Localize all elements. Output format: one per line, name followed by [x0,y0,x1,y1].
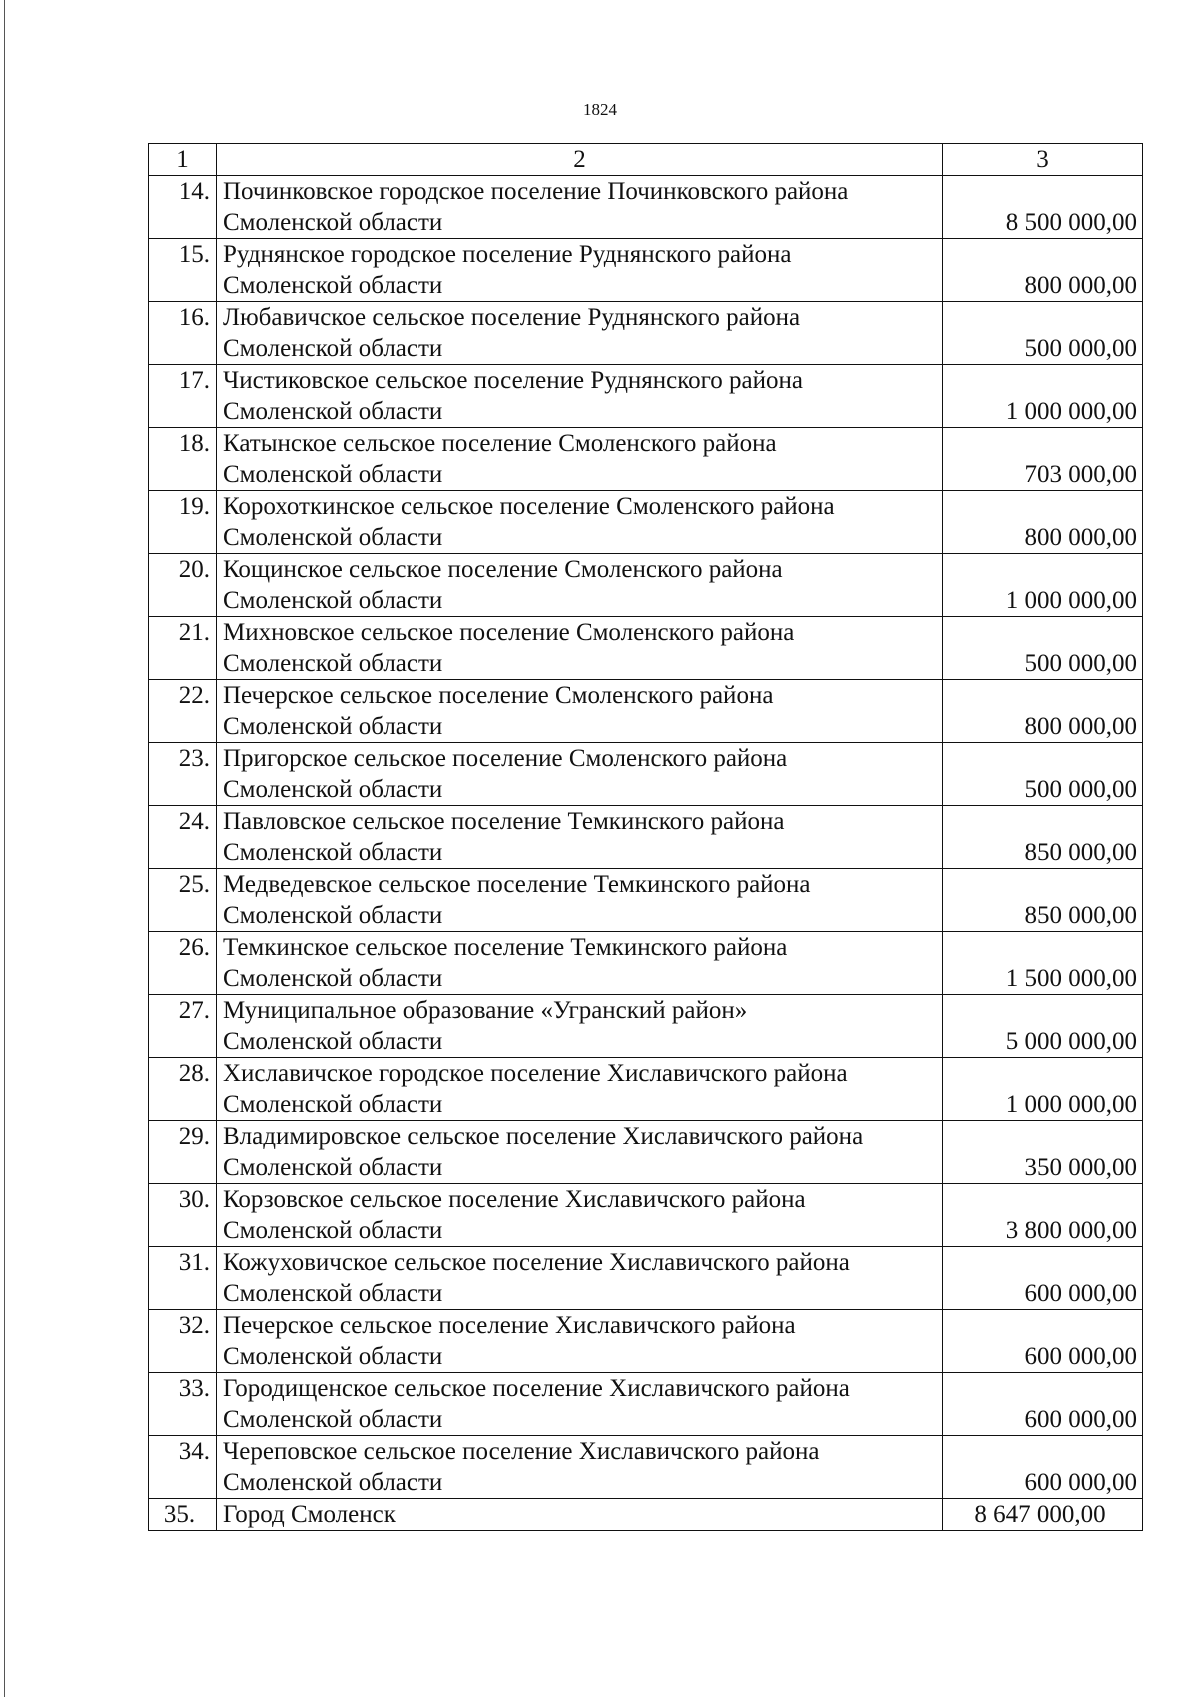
row-amount: 500 000,00 [943,302,1143,365]
row-name-line-2: Смоленской области [223,335,443,362]
table-row [149,491,1143,554]
row-name [217,995,943,1058]
row-name [217,1373,943,1436]
row-number: 24. [149,806,217,869]
row-number: 34. [149,1436,217,1499]
row-name-line-1: Кощинское сельское поселение Смоленского района [223,556,783,583]
row-name [217,743,943,806]
row-name [217,176,943,239]
table-row [149,932,1143,995]
row-name-line-2: Смоленской области [223,209,443,236]
row-amount: 1 500 000,00 [943,932,1143,995]
row-name-line-1: Печерское сельское поселение Хиславичского района [223,1312,796,1339]
row-name-line-2: Смоленской области [223,461,443,488]
row-name-line-1: Темкинское сельское поселение Темкинского района [223,934,788,961]
row-amount: 850 000,00 [943,869,1143,932]
table-row [149,1436,1143,1499]
row-number: 26. [149,932,217,995]
row-name-line-1: Любавичское сельское поселение Руднянского района [223,304,801,331]
row-amount: 600 000,00 [943,1373,1143,1436]
row-number: 18. [149,428,217,491]
row-name [217,869,943,932]
row-name-line-2: Смоленской области [223,1280,443,1307]
table-row [149,1121,1143,1184]
row-name-line-1: Корзовское сельское поселение Хиславичского района [223,1186,806,1213]
row-amount: 8 647 000,00 [943,1499,1143,1531]
table-row [149,176,1143,239]
row-name-line-2: Смоленской области [223,398,443,425]
table-row [149,1058,1143,1121]
row-name-line-2: Смоленской области [223,1091,443,1118]
row-name [217,1184,943,1247]
row-name: Город Смоленск [217,1499,943,1531]
allocation-table [148,143,1143,1531]
row-name-line-1: Катынское сельское поселение Смоленского района [223,430,777,457]
table-row [149,554,1143,617]
row-name-line-2: Смоленской области [223,272,443,299]
row-number: 33. [149,1373,217,1436]
row-name-line-2: Смоленской области [223,650,443,677]
row-number: 16. [149,302,217,365]
row-number: 21. [149,617,217,680]
row-name-line-2: Смоленской области [223,1343,443,1370]
header-cell-3: 3 [943,144,1143,176]
row-name [217,1247,943,1310]
row-amount: 600 000,00 [943,1436,1143,1499]
table-row [149,1184,1143,1247]
row-amount: 500 000,00 [943,743,1143,806]
table-row [149,680,1143,743]
row-amount: 3 800 000,00 [943,1184,1143,1247]
row-number: 27. [149,995,217,1058]
row-number: 29. [149,1121,217,1184]
row-amount: 850 000,00 [943,806,1143,869]
row-name-line-1: Починковское городское поселение Починковского района [223,178,849,205]
table-row [149,239,1143,302]
table-row [149,869,1143,932]
row-name [217,365,943,428]
table-row [149,1373,1143,1436]
row-name-line-2: Смоленской области [223,839,443,866]
header-cell-1: 1 [149,144,217,176]
row-name-line-1: Михновское сельское поселение Смоленского района [223,619,795,646]
row-amount: 1 000 000,00 [943,1058,1143,1121]
row-name [217,1121,943,1184]
row-number: 30. [149,1184,217,1247]
row-name [217,1310,943,1373]
row-number: 32. [149,1310,217,1373]
row-name [217,1058,943,1121]
row-name-line-2: Смоленской области [223,1469,443,1496]
row-number: 22. [149,680,217,743]
row-name-line-2: Смоленской области [223,1217,443,1244]
row-number: 20. [149,554,217,617]
row-name-line-2: Смоленской области [223,902,443,929]
row-name-line-1: Пригорское сельское поселение Смоленского района [223,745,788,772]
row-name-line-1: Корохоткинское сельское поселение Смоленского района [223,493,835,520]
table-row [149,806,1143,869]
row-number: 15. [149,239,217,302]
row-amount: 703 000,00 [943,428,1143,491]
row-name-line-1: Павловское сельское поселение Темкинского района [223,808,785,835]
table-row [149,1247,1143,1310]
row-name [217,1436,943,1499]
row-amount: 600 000,00 [943,1310,1143,1373]
row-name [217,680,943,743]
table-row [149,617,1143,680]
table-row [149,365,1143,428]
row-amount: 8 500 000,00 [943,176,1143,239]
table-header-row [149,144,1143,176]
row-name [217,554,943,617]
page-left-edge [4,0,5,1697]
row-number: 19. [149,491,217,554]
row-number: 35. [149,1499,217,1531]
row-name-line-1: Хиславичское городское поселение Хиславичского района [223,1060,848,1087]
row-amount: 5 000 000,00 [943,995,1143,1058]
row-name-line-1: Владимировское сельское поселение Хиславичского района [223,1123,864,1150]
table-row [149,302,1143,365]
table-row-last [149,1499,1143,1531]
row-name [217,806,943,869]
row-number: 25. [149,869,217,932]
row-number: 31. [149,1247,217,1310]
row-amount: 800 000,00 [943,239,1143,302]
row-name-line-1: Кожуховичское сельское поселение Хиславичского района [223,1249,850,1276]
row-name-line-1: Череповское сельское поселение Хиславичского района [223,1438,820,1465]
row-number: 28. [149,1058,217,1121]
row-name-line-1: Муниципальное образование «Угранский район» [223,997,748,1024]
table-row [149,743,1143,806]
row-name-line-2: Смоленской области [223,776,443,803]
row-name-line-1: Руднянское городское поселение Руднянского района [223,241,792,268]
row-name-line-2: Смоленской области [223,524,443,551]
row-name-line-1: Чистиковское сельское поселение Руднянского района [223,367,803,394]
row-name [217,491,943,554]
row-amount: 350 000,00 [943,1121,1143,1184]
table-row [149,1310,1143,1373]
row-name [217,617,943,680]
row-number: 17. [149,365,217,428]
row-name-line-2: Смоленской области [223,587,443,614]
row-name-line-2: Смоленской области [223,713,443,740]
row-amount: 600 000,00 [943,1247,1143,1310]
row-amount: 1 000 000,00 [943,554,1143,617]
table-row [149,995,1143,1058]
row-name [217,428,943,491]
header-cell-2: 2 [217,144,943,176]
row-name-line-2: Смоленской области [223,965,443,992]
row-name-line-2: Смоленской области [223,1406,443,1433]
row-name [217,932,943,995]
row-number: 23. [149,743,217,806]
row-name [217,239,943,302]
row-name-line-2: Смоленской области [223,1028,443,1055]
table-row [149,428,1143,491]
row-amount: 500 000,00 [943,617,1143,680]
row-amount: 800 000,00 [943,491,1143,554]
row-amount: 800 000,00 [943,680,1143,743]
row-name-line-2: Смоленской области [223,1154,443,1181]
row-name-line-1: Городищенское сельское поселение Хиславичского района [223,1375,850,1402]
row-name-line-1: Печерское сельское поселение Смоленского района [223,682,774,709]
page-number: 1824 [583,100,617,119]
row-amount: 1 000 000,00 [943,365,1143,428]
row-name-line-1: Медведевское сельское поселение Темкинского района [223,871,811,898]
row-name [217,302,943,365]
row-number: 14. [149,176,217,239]
